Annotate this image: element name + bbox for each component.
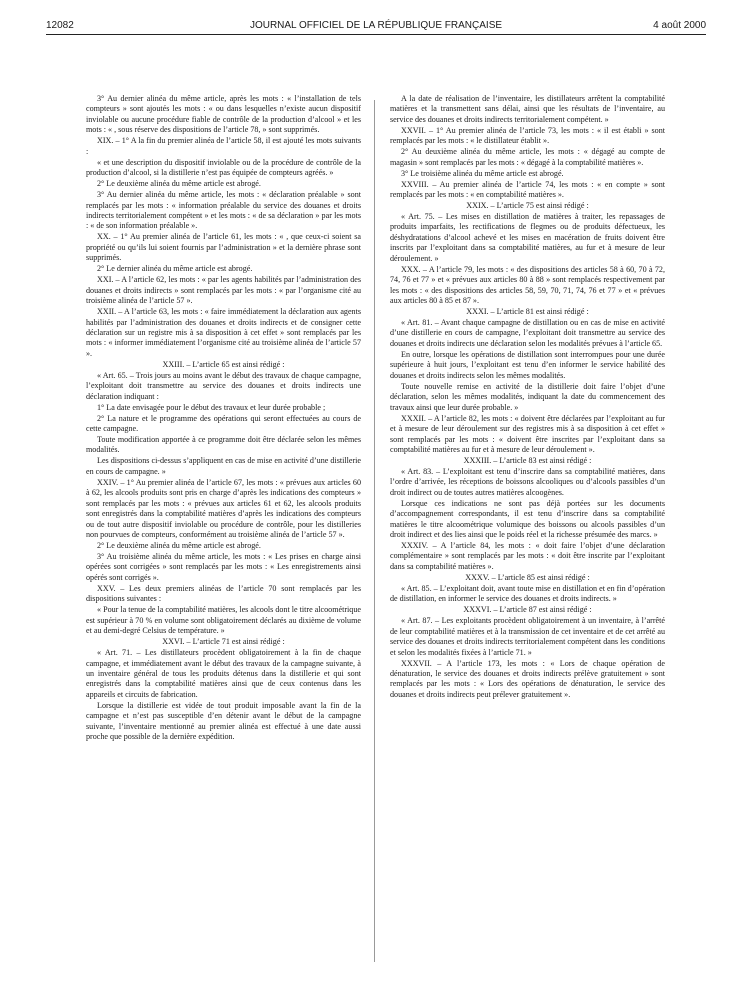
text-column-left bbox=[86, 94, 361, 743]
paragraph: « Art. 87. – Les exploitants procèdent obligatoirement à un inventaire, à l’arrêté de leur comptabilité matières et à la transmission de cet inventaire et de cet arrêté au service des douanes et droits indirects territorialement compétent dans les conditions et selon les modalités fixées à l’article 71. » bbox=[390, 616, 665, 657]
paragraph: XXXI. – L’article 81 est ainsi rédigé : bbox=[466, 307, 589, 317]
paragraph: « Art. 85. – L’exploitant doit, avant toute mise en distillation et en fin d’opération de distillation, en informer le service des douanes et droits indirects. » bbox=[390, 583, 665, 604]
paragraph: XIX. – 1° A la fin du premier alinéa de l’article 58, il est ajouté les mots suivants : bbox=[86, 136, 361, 156]
paragraph: 3° Au dernier alinéa du même article, après les mots : « l’installation de tels compteurs » sont ajoutés les mots : « ou dans lesquelles n’existe aucun dispositif inviolable ou aucune procédure fiable de contrôle de la production d’alcool » et les mots : « , sous réserve des dispositions de l’article 78, » sont supprimés. bbox=[86, 94, 361, 135]
paragraph: 3° Au troisième alinéa du même article, les mots : « Les prises en charge ainsi opérées sont corrigées » sont remplacés par les mots : « Les enregistrements ainsi opérés sont corrigés ». bbox=[86, 551, 361, 582]
paragraph: XXX. – A l’article 79, les mots : « des dispositions des articles 58 à 60, 70 à 72, 74, 76 et 77 » et « prévues aux articles 80 à 88 » sont remplacés respectivement par les mots : « des dispositions des articles 58, 59, 70, 71, 74, 76 et 77 » et « prévues aux articles 80 à 85 et 87 ». bbox=[390, 264, 665, 306]
paragraph: XXIII. – L’article 65 est ainsi rédigé : bbox=[162, 359, 285, 369]
paragraph: Toute modification apportée à ce programme doit être déclarée selon les mêmes modalités. bbox=[86, 435, 361, 455]
paragraph: XXV. – Les deux premiers alinéas de l’article 70 sont remplacés par les dispositions suivantes : bbox=[86, 583, 361, 604]
paragraph: Lorsque la distillerie est vidée de tout produit imposable avant la fin de la campagne et n’est pas susceptible d’en détenir avant le début de la campagne suivante, l’inventaire mentionné au premier alinéa est effectué à une date aussi proche que possible de la dernière expédition. bbox=[86, 700, 361, 742]
paragraph: XXXVII. – A l’article 173, les mots : « Lors de chaque opération de dénaturation, le service des douanes et droits indirects prélève gratuitement » sont remplacés par les mots : « Lors des opérations de dénaturation, le service des douanes et droits indirects peut prélever gratuitement ». bbox=[390, 658, 665, 699]
paragraph: 3° Le troisième alinéa du même article est abrogé. bbox=[401, 168, 564, 178]
paragraph: En outre, lorsque les opérations de distillation sont interrompues pour une durée supérieure à huit jours, l’exploitant est tenu d’en informer le service habilité des douanes et droits indirects selon les mêmes modalités. bbox=[390, 349, 665, 380]
journal-title: JOURNAL OFFICIEL DE LA RÉPUBLIQUE FRANÇAISE bbox=[249, 20, 503, 31]
issue-date: 4 août 2000 bbox=[653, 20, 706, 31]
paragraph: 3° Au dernier alinéa du même article, les mots : « déclaration préalable » sont remplacés par les mots : « information préalable du service des douanes et droits indirects territorialement compétent » et les mots : « de sa déclaration » par les mots : « de son information préalable ». bbox=[86, 190, 361, 231]
paragraph: « et une description du dispositif inviolable ou de la procédure de contrôle de la production d’alcool, si la distillerie n’est pas équipée de compteurs agréés. » bbox=[86, 157, 361, 178]
paragraph: Les dispositions ci-dessus s’appliquent en cas de mise en activité d’une distillerie en cours de campagne. » bbox=[86, 456, 361, 476]
paragraph: « Art. 75. – Les mises en distillation de matières à traiter, les repassages de produits imparfaits, les rectifications de flegmes ou de produits défectueux, les déshydratations d’alcool achevé et les mises en macération de fruits doivent être inscrits par l’exploitant dans sa comptabilité matières, au fur et à mesure de leur déroulement. » bbox=[390, 211, 665, 263]
column-divider bbox=[374, 100, 375, 962]
paragraph: XXXV. – L’article 85 est ainsi rédigé : bbox=[465, 572, 590, 582]
paragraph: 2° Le deuxième alinéa du même article est abrogé. bbox=[97, 541, 261, 551]
paragraph: XXI. – A l’article 62, les mots : « par les agents habilités par l’administration des douanes et droits indirects » sont remplacés par les mots : « par l’organisme cité au troisième alinéa de l’article 57 ». bbox=[86, 275, 361, 306]
paragraph: 1° La date envisagée pour le début des travaux et leur durée probable ; bbox=[97, 402, 326, 412]
paragraph: A la date de réalisation de l’inventaire, les distillateurs arrêtent la comptabilité matières et la transmettent sans délai, ainsi que les résultats de l’inventaire, au service des douanes et droits indirects territorialement compétent. » bbox=[390, 94, 665, 124]
page-header bbox=[46, 18, 706, 35]
paragraph: XXVII. – 1° Au premier alinéa de l’article 73, les mots : « il est établi » sont remplacés par les mots : « le distillateur établit ». bbox=[390, 125, 665, 146]
paragraph: « Art. 83. – L’exploitant est tenu d’inscrire dans sa comptabilité matières, dans l’ordre d’arrivée, les réceptions de boissons alcooliques ou d’alcools passibles d’un droit indirect ou de toutes autres matières alcoogènes. bbox=[390, 466, 665, 497]
paragraph: XXII. – A l’article 63, les mots : « faire immédiatement la déclaration aux agents habilités par l’administration des douanes et droits indirects et de consigner cette déclaration sur un registre mis à sa disposition à cet effet » sont remplacés par les mots : « informer immédiatement l’organisme cité au troisième alinéa de l’article 57 ». bbox=[86, 307, 361, 358]
paragraph: XXXII. – A l’article 82, les mots : « doivent être déclarées par l’exploitant au fur et à mesure de leur déroulement sur des registres mis à sa disposition à cet effet » sont remplacés par les mots : « doivent être inscrites par l’exploitant dans sa comptabilité matières au fur et à mesure de leur déroulement ». bbox=[390, 413, 665, 454]
text-column-right bbox=[390, 94, 665, 701]
paragraph: 2° Le dernier alinéa du même article est abrogé. bbox=[97, 264, 253, 274]
paragraph: « Art. 71. – Les distillateurs procèdent obligatoirement à la fin de chaque campagne, et immédiatement avant le début des travaux de la campagne suivante, à un inventaire général de tous les produits détenus dans la distillerie et qui sont enregistrés dans la comptabilité matières ainsi que de ceux contenus dans les appareils et circuits de fabrication. bbox=[86, 648, 361, 699]
paragraph: Toute nouvelle remise en activité de la distillerie doit faire l’objet d’une déclaration, selon les mêmes modalités, indiquant la date du commencement des travaux ainsi que leur durée probable. » bbox=[390, 381, 665, 412]
paragraph: XXVI. – L’article 71 est ainsi rédigé : bbox=[162, 637, 285, 647]
paragraph: 2° La nature et le programme des opérations qui seront effectuées au cours de cette campagne. bbox=[86, 413, 361, 434]
paragraph: Lorsque ces indications ne sont pas déjà portées sur les documents d’accompagnement correspondants, il est tenu d’inscrire dans sa comptabilité matières le titre alcoométrique volumique des boissons ou alcools passibles d’un droit indirect et des lies ainsi que le poids réel et la richesse présumée des marcs. » bbox=[390, 498, 665, 540]
paragraph: 2° Le deuxième alinéa du même article est abrogé. bbox=[97, 179, 261, 189]
paragraph: XXXVI. – L’article 87 est ainsi rédigé : bbox=[463, 605, 592, 615]
paragraph: 2° Au deuxième alinéa du même article, les mots : « dégagé au compte de magasin » sont remplacés par les mots : « dégagé à la comptabilité matières ». bbox=[390, 147, 665, 167]
paragraph: XXVIII. – Au premier alinéa de l’article 74, les mots : « en compte » sont remplacés par les mots : « en comptabilité matières ». bbox=[390, 179, 665, 200]
paragraph: XX. – 1° Au premier alinéa de l’article 61, les mots : « , que ceux-ci soient sa propriété ou qu’ils lui soient fournis par l’administration » et la dernière phrase sont supprimés. bbox=[86, 232, 361, 263]
paragraph: « Pour la tenue de la comptabilité matières, les alcools dont le titre alcoométrique est supérieur à 70 % en volume sont obligatoirement déclarés au dixième de volume et au demi-degré Celsius de température. » bbox=[86, 605, 361, 636]
paragraph: « Art. 81. – Avant chaque campagne de distillation ou en cas de mise en activité d’une distillerie en cours de campagne, l’exploitant doit transmettre au service des douanes et droits indirects une déclaration selon les modalités prévues à l’article 65. bbox=[390, 318, 665, 348]
paragraph: XXXIII. – L’article 83 est ainsi rédigé : bbox=[463, 455, 592, 465]
paragraph: XXIX. – L’article 75 est ainsi rédigé : bbox=[466, 201, 589, 211]
paragraph: « Art. 65. – Trois jours au moins avant le début des travaux de chaque campagne, l’exploitant doit transmettre au service des douanes et droits indirects une déclaration indiquant : bbox=[86, 370, 361, 401]
page-number: 12082 bbox=[46, 20, 74, 31]
paragraph: XXXIV. – A l’article 84, les mots : « doit faire l’objet d’une déclaration complémentaire » sont remplacés par les mots : « doit être inscrite par l’exploitant dans sa comptabilité matières ». bbox=[390, 541, 665, 571]
paragraph: XXIV. – 1° Au premier alinéa de l’article 67, les mots : « prévues aux articles 60 à 62, les alcools produits sont pris en charge d’après les indications des compteurs » sont remplacés par les mots : « prévues aux articles 61 et 62, les alcools produits sont enregistrés dans la comptabilité matières d’après les indications des compteurs ou de tout autre dispositif inviolable ou procédure de contrôle, pour les distilleries non pourvues de compteurs, conformément au troisième alinéa de l’article 57 ». bbox=[86, 477, 361, 540]
